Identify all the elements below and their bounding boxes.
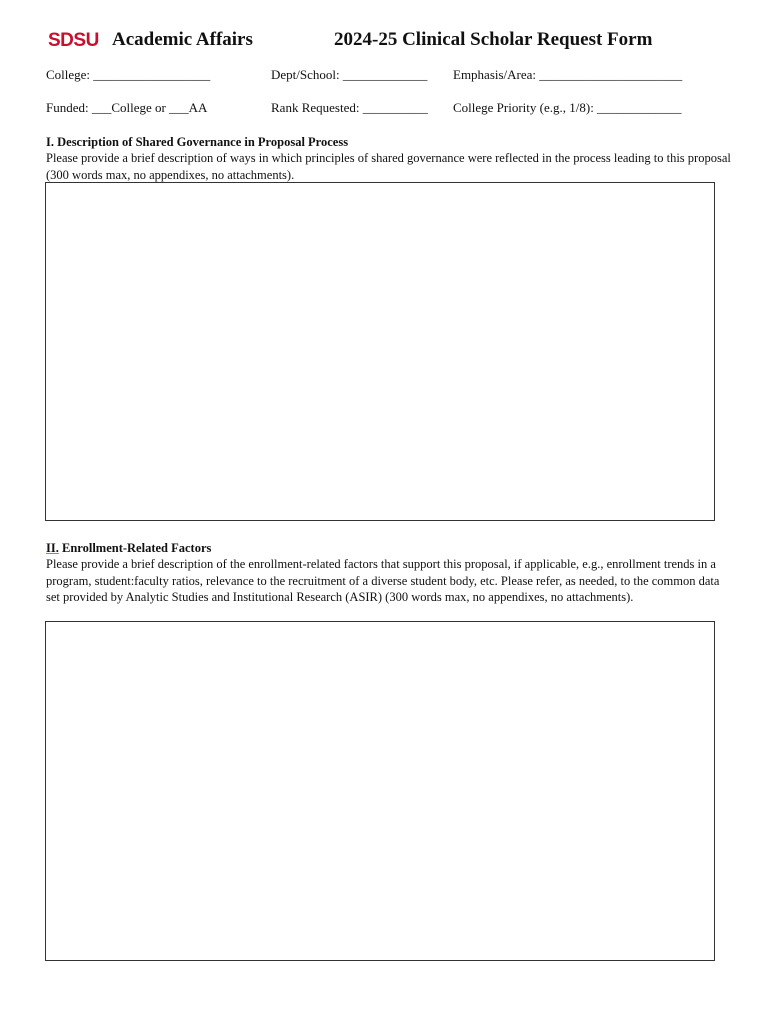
sdsu-logo: SDSU bbox=[48, 30, 99, 51]
section2-heading bbox=[46, 540, 211, 556]
section2-title: Enrollment-Related Factors bbox=[58, 541, 212, 555]
section1-answer-box[interactable] bbox=[45, 182, 715, 521]
form-title: 2024-25 Clinical Scholar Request Form bbox=[334, 29, 653, 50]
section1-description: Please provide a brief description of ways in which principles of shared governance were reflected in the process leading to this proposal (300 words max, no appendixes, no attachments). bbox=[46, 151, 731, 182]
dept-school-field[interactable]: Dept/School: _____________ bbox=[271, 67, 428, 82]
college-priority-field[interactable]: College Priority (e.g., 1/8): _____________ bbox=[453, 100, 682, 115]
funded-field[interactable]: Funded: ___College or ___AA bbox=[46, 100, 208, 115]
college-field[interactable]: College: __________________ bbox=[46, 67, 211, 82]
section1-heading: I. Description of Shared Governance in Proposal Process bbox=[46, 135, 349, 149]
section2-number: II. bbox=[46, 541, 59, 555]
section2-description: Please provide a brief description of the enrollment-related factors that support this proposal, if applicable, e.g., enrollment trends in a program, student:faculty ratios, relevance to the recruitment of a diverse student body, etc. Please refer, as needed, to the common data set provided by Analytic Studies and Institutional Research (ASIR) (300 words max, no appendixes, no attachments). bbox=[46, 557, 720, 604]
emphasis-area-field[interactable]: Emphasis/Area: ______________________ bbox=[453, 67, 683, 82]
rank-requested-field[interactable]: Rank Requested: __________ bbox=[271, 100, 428, 115]
page-header bbox=[46, 28, 726, 54]
unit-name: Academic Affairs bbox=[112, 29, 253, 50]
section2-answer-box[interactable] bbox=[45, 621, 715, 961]
